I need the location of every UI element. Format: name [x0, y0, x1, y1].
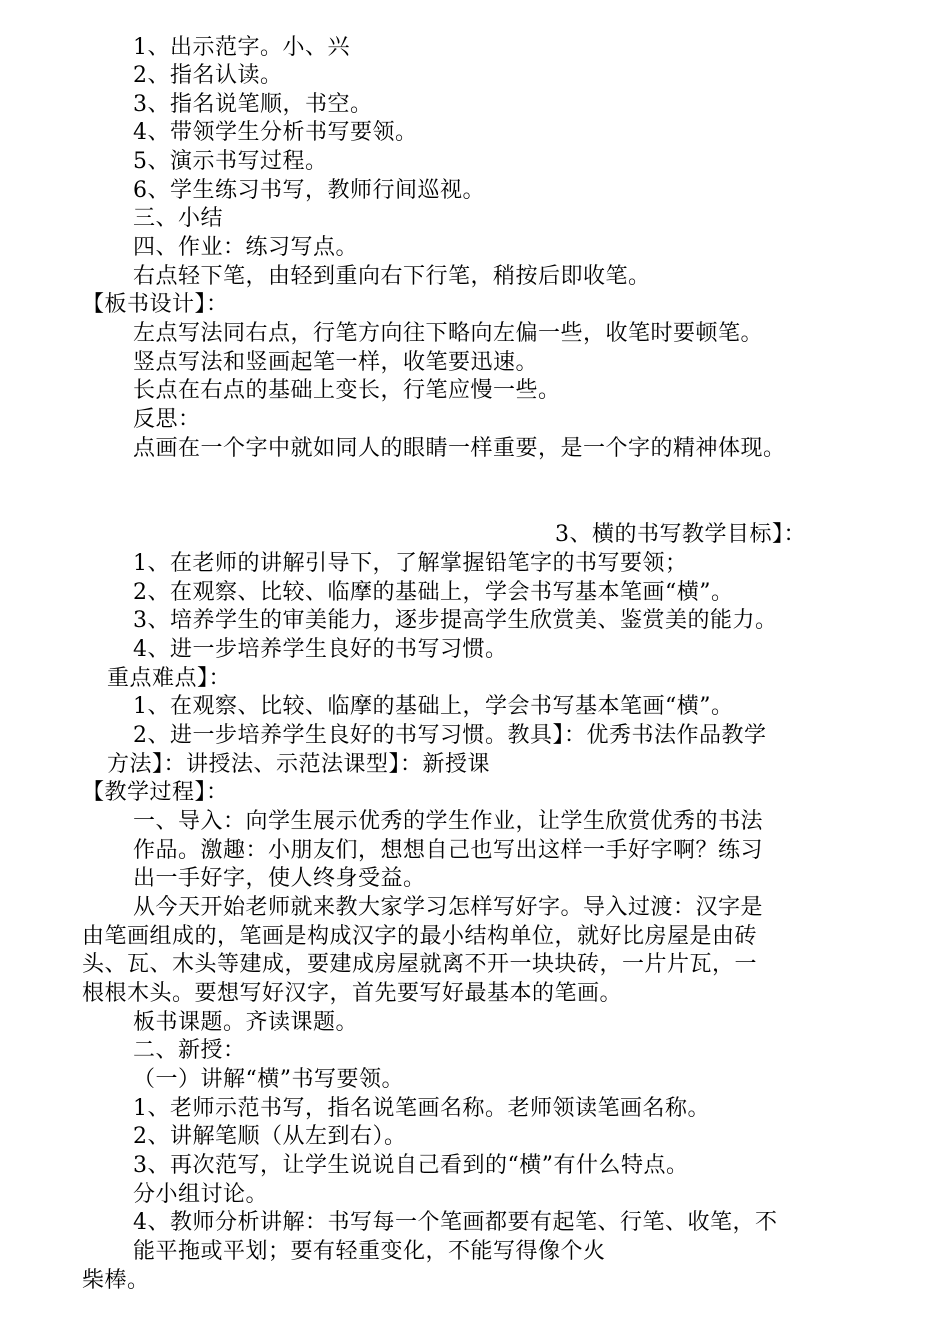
- text-line: 4、教师分析讲解：书写每一个笔画都要有起笔、行笔、收笔，不: [133, 1210, 778, 1235]
- section-heading: 【板书设计】：: [82, 292, 229, 317]
- text-line: 4、进一步培养学生良好的书写习惯。: [133, 637, 508, 662]
- text-line: 由笔画组成的，笔画是构成汉字的最小结构单位，就好比房屋是由砖: [82, 924, 758, 949]
- text-line: 右点轻下笔，由轻到重向右下行笔，稍按后即收笔。: [133, 264, 651, 289]
- text-line: 柴棒。: [82, 1268, 150, 1293]
- text-line: 作品。激趣：小朋友们，想想自己也写出这样一手好字啊？练习: [133, 838, 764, 863]
- section-heading: 【教学过程】：: [82, 780, 229, 805]
- text-line: 1、在观察、比较、临摩的基础上，学会书写基本笔画“横”。: [133, 694, 734, 719]
- text-line: 4、带领学生分析书写要领。: [133, 120, 418, 145]
- text-line: 点画在一个字中就如同人的眼睛一样重要，是一个字的精神体现。: [133, 436, 786, 461]
- section-heading: 3、横的书写教学目标】：: [555, 522, 806, 547]
- text-line: 一、导入：向学生展示优秀的学生作业，让学生欣赏优秀的书法: [133, 809, 764, 834]
- text-line: 出一手好字，使人终身受益。: [133, 866, 426, 891]
- text-line: 2、讲解笔顺（从左到右）。: [133, 1124, 407, 1149]
- text-line: 头、瓦、木头等建成，要建成房屋就离不开一块块砖，一片片瓦，一: [82, 952, 758, 977]
- text-line: 三、小结: [133, 206, 224, 231]
- text-line: 从今天开始老师就来教大家学习怎样写好字。导入过渡：汉字是: [133, 895, 764, 920]
- text-line: 能平拖或平划；要有轻重变化，不能写得像个火: [133, 1239, 606, 1264]
- text-line: 3、培养学生的审美能力，逐步提高学生欣赏美、鉴赏美的能力。: [133, 608, 778, 633]
- text-line: 反思：: [133, 407, 201, 432]
- text-line: 3、再次范写，让学生说说自己看到的“横”有什么特点。: [133, 1153, 689, 1178]
- text-line: 二、新授：: [133, 1038, 246, 1063]
- text-line: 1、在老师的讲解引导下，了解掌握铅笔字的书写要领；: [133, 551, 688, 576]
- text-line: 板书课题。齐读课题。: [133, 1010, 359, 1035]
- text-line: 6、学生练习书写，教师行间巡视。: [133, 178, 485, 203]
- text-line: 2、在观察、比较、临摩的基础上，学会书写基本笔画“横”。: [133, 580, 734, 605]
- text-line: 1、老师示范书写，指名说笔画名称。老师领读笔画名称。: [133, 1096, 710, 1121]
- text-line: 1、出示范字。小、兴: [133, 35, 350, 60]
- text-line: 竖点写法和竖画起笔一样，收笔要迅速。: [133, 350, 539, 375]
- text-line: 长点在右点的基础上变长，行笔应慢一些。: [133, 378, 561, 403]
- text-line: 四、作业：练习写点。: [133, 235, 359, 260]
- section-heading: 重点难点】：: [107, 666, 232, 691]
- text-line: 2、指名认读。: [133, 63, 283, 88]
- text-line: 3、指名说笔顺，书空。: [133, 92, 373, 117]
- text-line: 根根木头。要想写好汉字，首先要写好最基本的笔画。: [82, 981, 623, 1006]
- text-line: 左点写法同右点，行笔方向往下略向左偏一些，收笔时要顿笔。: [133, 321, 764, 346]
- text-line: （一）讲解“横”书写要领。: [133, 1067, 404, 1092]
- text-line: 2、进一步培养学生良好的书写习惯。教具】：优秀书法作品教学: [133, 723, 767, 748]
- text-line: 分小组讨论。: [133, 1182, 269, 1207]
- text-line: 方法】：讲授法、示范法课型】：新授课: [107, 752, 491, 777]
- text-line: 5、演示书写过程。: [133, 149, 328, 174]
